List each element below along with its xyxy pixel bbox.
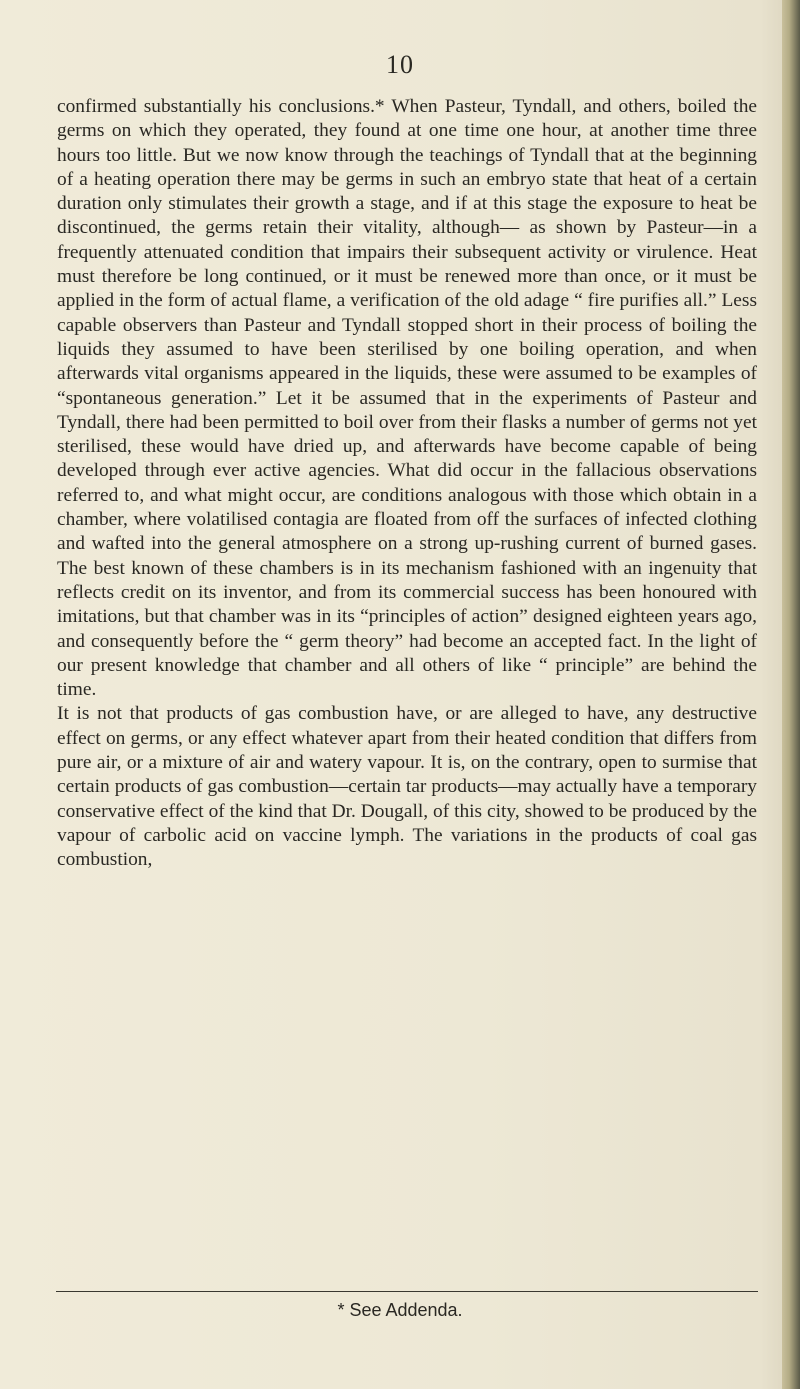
footnote-rule — [56, 1291, 758, 1292]
paragraph-1: confirmed substantially his conclusions.* When Pasteur, Tyndall, and others, boiled the germs on which they operated, they found at one time one hour, at another time three hours too little. But we now know through the teachings of Tyndall that at the beginning of a heating operation there may be germs in such an embryo state that heat of a certain duration only stimulates their growth a stage, and if at this stage the exposure to heat be discontinued, the germs retain their vitality, although— as shown by Pasteur—in a frequently attenuated condition that impairs their subsequent activity or virulence. Heat must therefore be long continued, or it must be renewed more than once, or it must be applied in the form of actual flame, a verification of the old adage “ fire purifies all.” Less capable observers than Pasteur and Tyndall stopped short in their process of boiling the liquids they assumed to have been sterilised by one boiling operation, and when afterwards vital organisms appeared in the liquids, these were assumed to be examples of “spontaneous generation.” Let it be assumed that in the experiments of Pasteur and Tyndall, there had been permitted to boil over from their flasks a number of germs not yet sterilised, these would have dried up, and afterwards have become capable of being developed through ever active agencies. What did occur in the fallacious observations referred to, and what might occur, are conditions analogous with those which obtain in a chamber, where volatilised contagia are floated from off the surfaces of infected clothing and wafted into the general atmosphere on a strong up-rushing current of burned gases. The best known of these chambers is in its mechanism fashioned with an ingenuity that reflects credit on its inventor, and from its commercial success has been honoured with imitations, but that chamber was in its “principles of action” designed eighteen years ago, and consequently before the “ germ theory” had become an accepted fact. In the light of our present knowledge that chamber and all others of like “ principle” are behind the time. — [57, 96, 757, 701]
body-text — [57, 95, 757, 873]
footnote: * See Addenda. — [337, 1300, 463, 1320]
page-number: 10 — [386, 50, 414, 79]
page-edge-shadow — [782, 0, 800, 1389]
paragraph-2: It is not that products of gas combustion have, or are alleged to have, any destructive effect on germs, or any effect whatever apart from their heated condition that differs from pure air, or a mixture of air and watery vapour. It is, on the contrary, open to surmise that certain products of gas combustion—certain tar products—may actually have a temporary conservative effect of the kind that Dr. Dougall, of this city, showed to be produced by the vapour of carbolic acid on vaccine lymph. The variations in the products of coal gas combustion, — [57, 703, 757, 871]
